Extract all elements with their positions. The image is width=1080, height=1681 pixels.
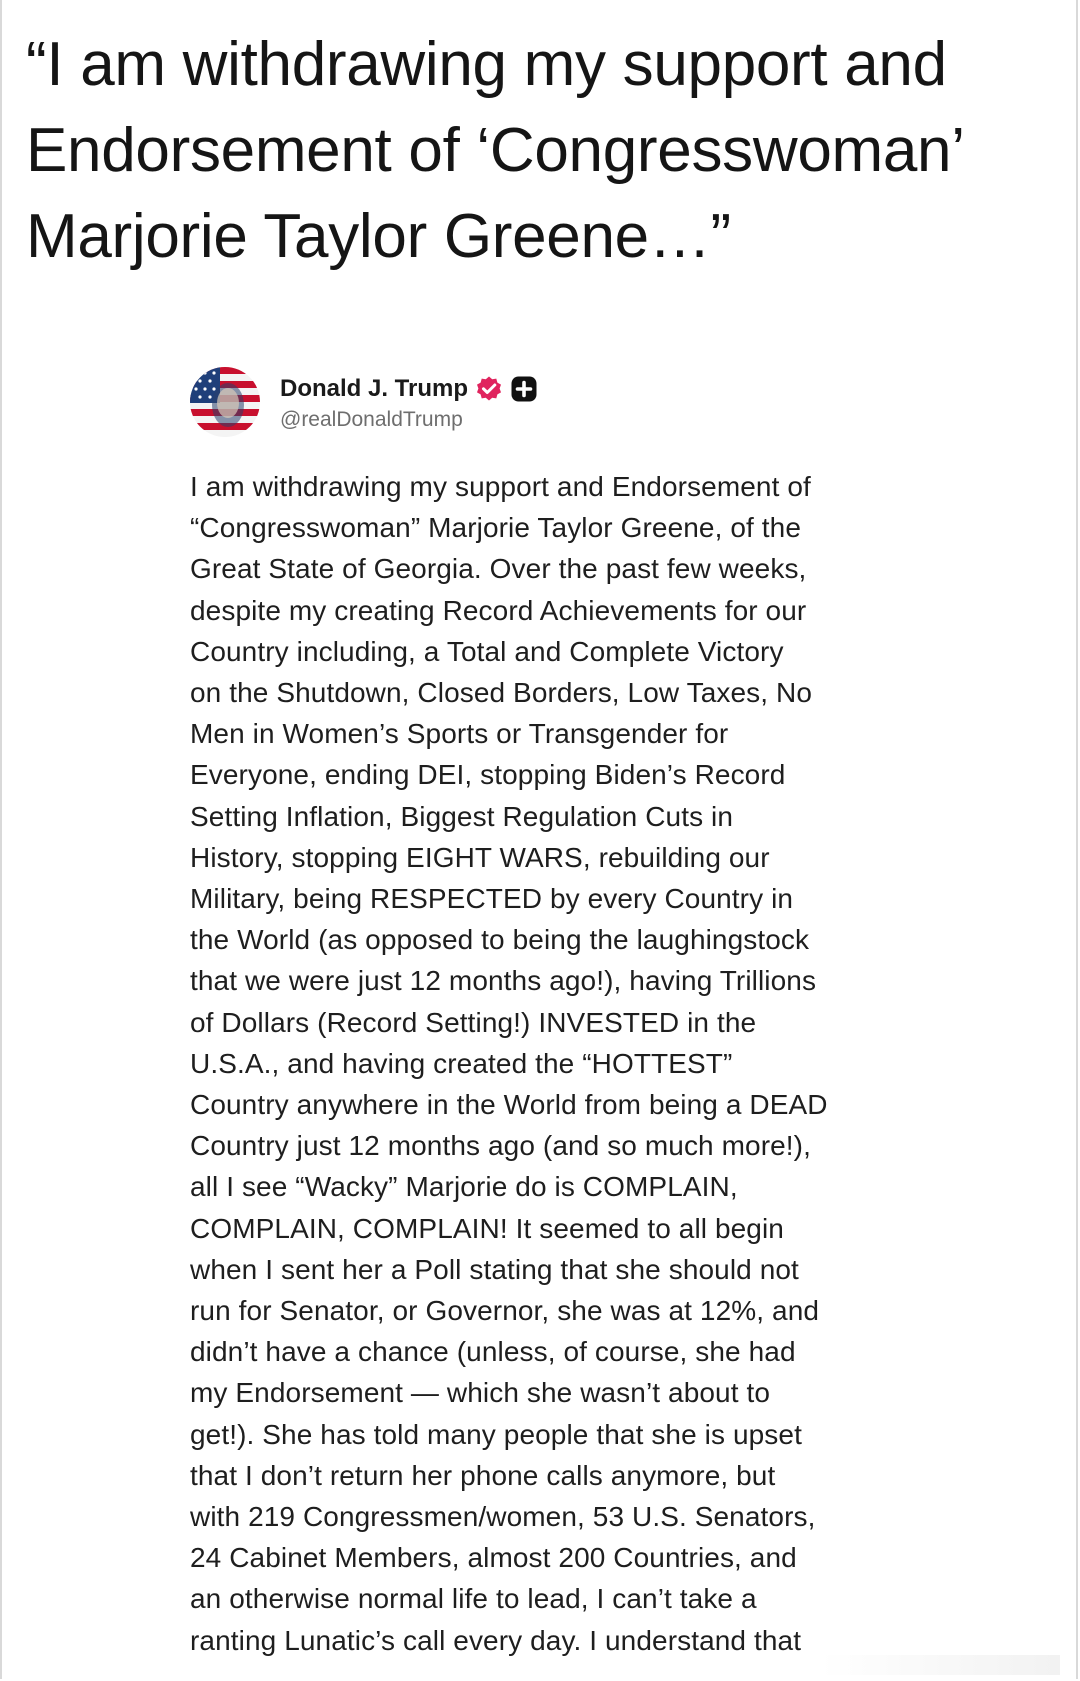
post-body-line: all I see “Wacky” Marjorie do is COMPLAIN, [190,1171,738,1203]
post-header [190,362,910,442]
post-body-line: on the Shutdown, Closed Borders, Low Taxes, No [190,677,812,709]
post-body-text [190,466,910,1661]
post-body-line: COMPLAIN, COMPLAIN! It seemed to all begin [190,1212,784,1244]
post-body-line: Everyone, ending DEI, stopping Biden’s Record [190,759,786,791]
headline-quote [26,22,1056,280]
avatar[interactable] [190,367,260,437]
author-name-row [280,372,538,406]
avatar-flag-portrait-icon [190,367,260,437]
post-body-line: Country including, a Total and Complete Victory [190,635,784,667]
post-body-line: get!). She has told many people that she is upset [190,1418,802,1450]
post-body-line: Country anywhere in the World from being a DEAD [190,1089,828,1121]
post-body-line: an otherwise normal life to lead, I can’t take a [190,1583,757,1615]
headline-line-1: “I am withdrawing my support and [26,30,947,99]
plus-badge-icon [510,375,538,403]
post-body-line: Setting Inflation, Biggest Regulation Cuts in [190,800,734,832]
post-body-line: Country just 12 months ago (and so much more!), [190,1130,811,1162]
bottom-edge-shadow [820,1655,1060,1675]
post-body-line: despite my creating Record Achievements for our [190,594,807,626]
author-display-name[interactable]: Donald J. Trump [280,375,469,402]
author-handle[interactable]: @realDonaldTrump [280,408,463,431]
post-body-line: I am withdrawing my support and Endorsement of [190,471,811,502]
post-body-line: that we were just 12 months ago!), having Trillions [190,965,817,997]
post-body-line: Military, being RESPECTED by every Country in [190,883,794,915]
post-body-line: run for Senator, or Governor, she was at 12%, and [190,1295,820,1327]
post-body-line: with 219 Congressmen/women, 53 U.S. Senators, [190,1501,816,1533]
post-body-line: the World (as opposed to being the laughingstock [190,924,810,956]
social-post [190,362,910,1661]
post-body-line: 24 Cabinet Members, almost 200 Countries, and [190,1542,797,1574]
post-body-line: U.S.A., and having created the “HOTTEST” [190,1047,733,1079]
post-body-line: didn’t have a chance (unless, of course, she had [190,1336,796,1368]
post-body-line: when I sent her a Poll stating that she should not [190,1253,799,1285]
post-body-line: of Dollars (Record Setting!) INVESTED in the [190,1006,757,1038]
post-body-line: Great State of Georgia. Over the past few weeks, [190,553,807,585]
post-body-line: my Endorsement — which she wasn’t about to [190,1377,771,1409]
post-body-line: that I don’t return her phone calls anymore, but [190,1459,776,1491]
author-identity [280,372,538,432]
post-body-line: ranting Lunatic’s call every day. I understand that [190,1624,802,1656]
headline-line-3: Marjorie Taylor Greene…” [26,202,731,271]
post-body-line: History, stopping EIGHT WARS, rebuilding our [190,841,770,873]
post-body-line: “Congresswoman” Marjorie Taylor Greene, of the [190,512,802,544]
post-body-line: Men in Women’s Sports or Transgender for [190,718,729,750]
verified-badge-icon [475,375,503,403]
headline-line-2: Endorsement of ‘Congresswoman’ [26,116,965,185]
